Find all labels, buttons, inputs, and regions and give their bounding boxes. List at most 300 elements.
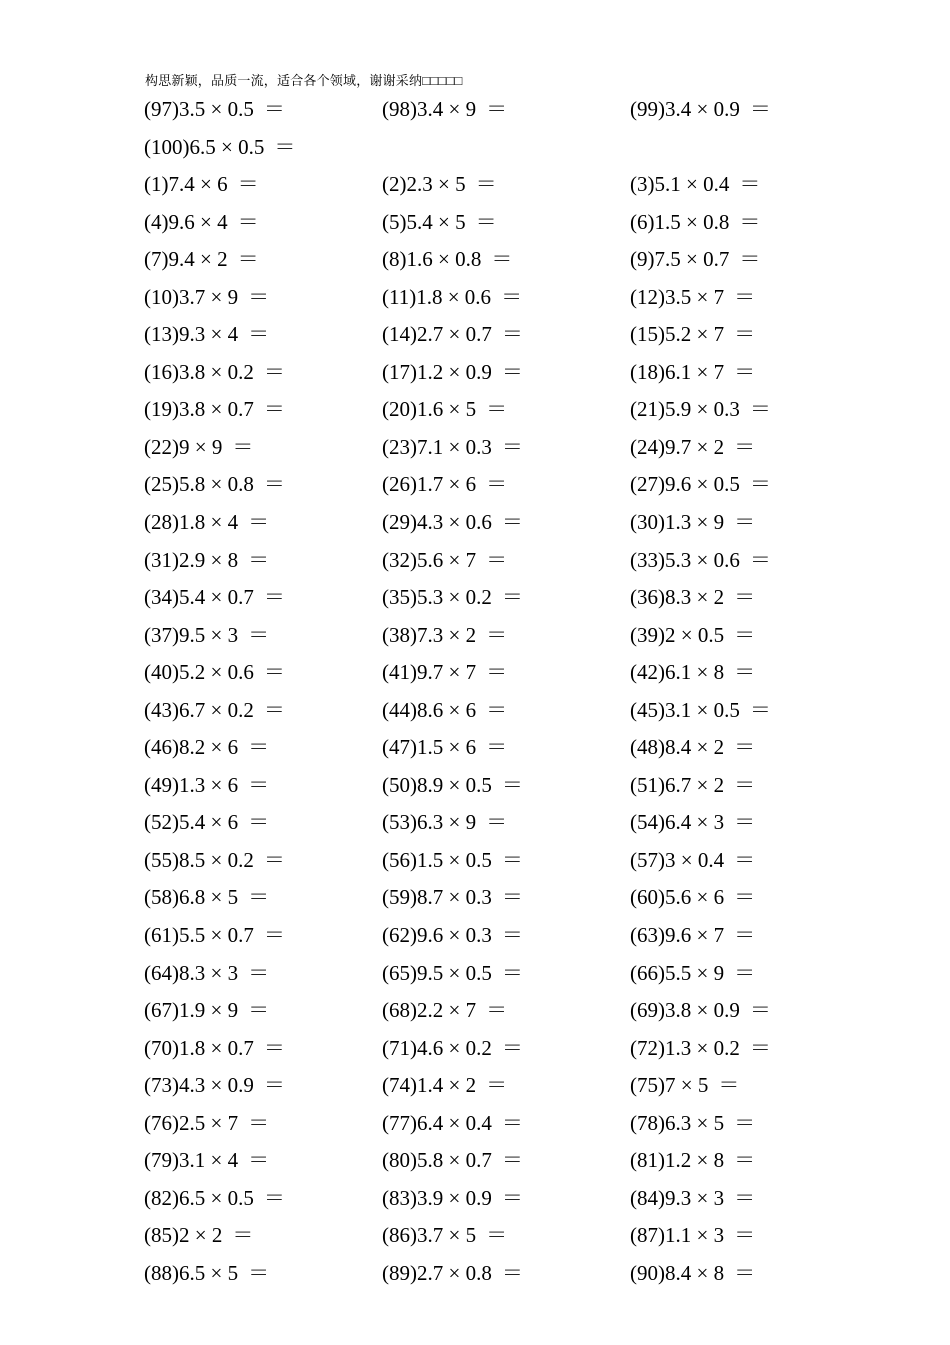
math-problem [144,504,269,541]
equals-sign: ＝ [486,998,508,1023]
equals-sign: ＝ [501,772,523,797]
problem-expression: 6.5 × 5 [179,1260,239,1285]
problem-number: (10) [144,284,179,309]
equals-sign: ＝ [501,1185,523,1210]
equals-sign: ＝ [739,209,761,234]
problem-expression: 6.1 × 8 [665,660,725,685]
math-problem [382,729,507,766]
problem-row [0,729,950,767]
math-problem [144,1105,269,1142]
math-problem [630,1030,771,1067]
math-problem [382,879,523,916]
problem-expression: 6.5 × 0.5 [189,134,265,159]
problem-number: (52) [144,810,179,835]
problem-number: (74) [382,1073,417,1098]
equals-sign: ＝ [734,1260,756,1285]
math-problem [382,654,507,691]
math-problem [630,354,755,391]
equals-sign: ＝ [248,547,270,572]
math-problem [144,992,269,1029]
equals-sign: ＝ [734,322,756,347]
math-problem [382,767,523,804]
problem-expression: 1.6 × 5 [417,397,477,422]
problem-expression: 3.4 × 9 [417,97,477,121]
equals-sign: ＝ [486,397,508,422]
math-problem [382,955,523,992]
math-problem [382,354,523,391]
problem-number: (78) [630,1110,665,1135]
problem-number: (20) [382,397,417,422]
math-problem [144,879,269,916]
equals-sign: ＝ [263,1073,285,1098]
math-problem [144,1030,285,1067]
problem-number: (71) [382,1035,417,1060]
equals-sign: ＝ [486,660,508,685]
problem-row [0,1030,950,1068]
equals-sign: ＝ [237,247,259,272]
equals-sign: ＝ [263,847,285,872]
problem-number: (19) [144,397,179,422]
problem-number: (58) [144,885,179,910]
problem-number: (43) [144,697,179,722]
problem-row [0,1217,950,1255]
problem-number: (66) [630,960,665,985]
problem-expression: 9.6 × 4 [168,209,228,234]
problem-expression: 8.3 × 3 [179,960,239,985]
problem-number: (87) [630,1223,665,1248]
problem-expression: 4.6 × 0.2 [417,1035,492,1060]
equals-sign: ＝ [734,735,756,760]
equals-sign: ＝ [274,134,296,159]
problem-row [0,1180,950,1218]
equals-sign: ＝ [734,359,756,384]
problem-number: (57) [630,847,665,872]
equals-sign: ＝ [248,622,270,647]
problem-expression: 9.6 × 0.3 [417,923,492,948]
problem-expression: 5.2 × 7 [665,322,725,347]
problem-number: (64) [144,960,179,985]
problem-row [0,166,950,204]
problem-number: (67) [144,998,179,1023]
equals-sign: ＝ [248,510,270,535]
problem-expression: 8.7 × 0.3 [417,885,492,910]
math-problem [630,729,755,766]
math-problem [382,316,523,353]
problem-number: (81) [630,1148,665,1173]
problem-row [0,241,950,279]
problem-number: (16) [144,359,179,384]
math-problem [144,729,269,766]
equals-sign: ＝ [718,1073,740,1098]
math-problem [144,316,269,353]
equals-sign: ＝ [248,284,270,309]
math-problem [382,504,523,541]
problem-expression: 5.4 × 0.7 [179,585,254,610]
problem-expression: 4.3 × 0.6 [417,510,492,535]
problem-number: (100) [144,134,190,159]
equals-sign: ＝ [263,359,285,384]
math-problem [630,429,755,466]
equals-sign: ＝ [263,697,285,722]
problem-row [0,1142,950,1180]
problem-number: (32) [382,547,417,572]
problem-expression: 2.5 × 7 [179,1110,239,1135]
problem-row [0,955,950,993]
problem-number: (60) [630,885,665,910]
math-problem [144,429,253,466]
problem-expression: 8.3 × 2 [665,585,725,610]
problem-expression: 6.1 × 7 [665,359,725,384]
math-problem [382,992,507,1029]
problem-number: (26) [382,472,417,497]
math-problem [630,879,755,916]
math-problem [144,241,259,278]
problem-number: (85) [144,1223,179,1248]
problem-row [0,917,950,955]
problem-number: (97) [144,97,179,121]
equals-sign: ＝ [248,322,270,347]
equals-sign: ＝ [486,1073,508,1098]
problem-number: (63) [630,923,665,948]
problem-row [0,692,950,730]
math-problem [630,542,771,579]
problem-number: (42) [630,660,665,685]
problem-expression: 1.3 × 9 [665,510,725,535]
problem-row [0,316,950,354]
math-problem [630,504,755,541]
equals-sign: ＝ [739,172,761,197]
problem-number: (77) [382,1110,417,1135]
equals-sign: ＝ [501,1148,523,1173]
math-problem [382,692,507,729]
equals-sign: ＝ [248,1148,270,1173]
problem-expression: 3.5 × 0.5 [179,97,254,121]
equals-sign: ＝ [501,284,523,309]
equals-sign: ＝ [248,1260,270,1285]
problem-expression: 2.9 × 8 [179,547,239,572]
problem-expression: 5.4 × 5 [406,209,466,234]
math-problem [382,279,522,316]
problem-expression: 8.9 × 0.5 [417,772,492,797]
problem-expression: 1.3 × 0.2 [665,1035,740,1060]
math-problem [144,1180,285,1217]
problem-row [0,1255,950,1293]
problem-number: (82) [144,1185,179,1210]
math-problem [382,917,523,954]
math-problem [144,466,285,503]
problem-row [0,842,950,880]
math-problem [382,166,497,203]
equals-sign: ＝ [734,1185,756,1210]
problem-expression: 3.8 × 0.7 [179,397,254,422]
equals-sign: ＝ [248,810,270,835]
math-problem [630,617,755,654]
equals-sign: ＝ [248,1110,270,1135]
problem-expression: 3.7 × 5 [417,1223,477,1248]
equals-sign: ＝ [749,97,771,121]
math-problem [630,391,771,428]
problem-expression: 1.5 × 0.5 [417,847,492,872]
problem-number: (24) [630,434,665,459]
equals-sign: ＝ [263,585,285,610]
problem-expression: 9.6 × 7 [665,923,725,948]
problem-expression: 9.3 × 4 [179,322,239,347]
math-problem [144,767,269,804]
equals-sign: ＝ [734,1148,756,1173]
problem-row [0,1067,950,1105]
problem-row [0,91,950,129]
problem-list [0,91,950,1293]
problem-number: (54) [630,810,665,835]
equals-sign: ＝ [734,510,756,535]
problem-number: (11) [382,284,417,309]
math-problem [144,955,269,992]
problem-expression: 3.5 × 7 [665,284,725,309]
equals-sign: ＝ [734,585,756,610]
problem-row [0,429,950,467]
problem-expression: 9 × 9 [179,434,223,459]
problem-number: (25) [144,472,179,497]
problem-expression: 6.3 × 5 [665,1110,725,1135]
problem-number: (65) [382,960,417,985]
problem-number: (83) [382,1185,417,1210]
problem-expression: 9.3 × 3 [665,1185,725,1210]
equals-sign: ＝ [739,247,761,272]
math-problem [630,1105,755,1142]
equals-sign: ＝ [501,1110,523,1135]
problem-expression: 7.3 × 2 [417,622,477,647]
equals-sign: ＝ [475,209,497,234]
problem-expression: 5.9 × 0.3 [665,397,740,422]
problem-number: (5) [382,209,407,234]
equals-sign: ＝ [734,284,756,309]
math-problem [144,692,285,729]
problem-number: (15) [630,322,665,347]
problem-number: (22) [144,434,179,459]
problem-row [0,879,950,917]
problem-number: (46) [144,735,179,760]
problem-number: (39) [630,622,665,647]
math-problem [144,91,285,128]
problem-expression: 5.8 × 0.8 [179,472,254,497]
problem-number: (37) [144,622,179,647]
math-problem [630,316,755,353]
problem-expression: 6.4 × 3 [665,810,725,835]
math-problem [382,1142,523,1179]
problem-number: (33) [630,547,665,572]
problem-row [0,354,950,392]
math-problem [382,1217,507,1254]
math-problem [630,992,771,1029]
equals-sign: ＝ [501,434,523,459]
problem-number: (9) [630,247,655,272]
math-problem [382,466,507,503]
problem-expression: 3.8 × 0.9 [665,998,740,1023]
problem-expression: 5.2 × 0.6 [179,660,254,685]
math-problem [630,1142,755,1179]
problem-number: (47) [382,735,417,760]
equals-sign: ＝ [263,1035,285,1060]
problem-expression: 7.1 × 0.3 [417,434,492,459]
problem-expression: 5.3 × 0.6 [665,547,740,572]
problem-number: (88) [144,1260,179,1285]
problem-number: (1) [144,172,169,197]
equals-sign: ＝ [263,660,285,685]
math-problem [144,1255,269,1292]
equals-sign: ＝ [734,434,756,459]
equals-sign: ＝ [248,960,270,985]
equals-sign: ＝ [734,1110,756,1135]
math-problem [630,654,755,691]
problem-number: (86) [382,1223,417,1248]
problem-number: (84) [630,1185,665,1210]
math-problem [630,1067,739,1104]
math-problem [144,842,285,879]
equals-sign: ＝ [486,810,508,835]
problem-row [0,204,950,242]
math-problem [144,204,259,241]
math-problem [630,917,755,954]
problem-expression: 6.7 × 0.2 [179,697,254,722]
problem-expression: 3.1 × 0.5 [665,697,740,722]
problem-number: (73) [144,1073,179,1098]
problem-number: (6) [630,209,655,234]
equals-sign: ＝ [501,923,523,948]
equals-sign: ＝ [486,697,508,722]
problem-number: (12) [630,284,665,309]
equals-sign: ＝ [734,923,756,948]
math-problem [630,1255,755,1292]
problem-number: (51) [630,772,665,797]
problem-number: (61) [144,923,179,948]
problem-number: (35) [382,585,417,610]
problem-row [0,654,950,692]
equals-sign: ＝ [749,998,771,1023]
problem-number: (53) [382,810,417,835]
math-problem [630,204,760,241]
math-problem [144,129,295,166]
equals-sign: ＝ [501,510,523,535]
problem-number: (55) [144,847,179,872]
equals-sign: ＝ [486,622,508,647]
problem-number: (90) [630,1260,665,1285]
equals-sign: ＝ [501,359,523,384]
math-problem [382,1067,507,1104]
math-problem [382,804,507,841]
problem-number: (27) [630,472,665,497]
problem-expression: 8.6 × 6 [417,697,477,722]
math-problem [630,466,771,503]
math-problem [382,579,523,616]
problem-expression: 3.9 × 0.9 [417,1185,492,1210]
math-problem [382,542,507,579]
problem-number: (89) [382,1260,417,1285]
problem-expression: 2.7 × 0.7 [417,322,492,347]
math-problem [382,842,523,879]
problem-number: (75) [630,1073,665,1098]
equals-sign: ＝ [263,1185,285,1210]
problem-expression: 5.3 × 0.2 [417,585,492,610]
problem-expression: 1.5 × 6 [417,735,477,760]
problem-number: (4) [144,209,169,234]
equals-sign: ＝ [486,1223,508,1248]
equals-sign: ＝ [501,322,523,347]
problem-expression: 5.6 × 6 [665,885,725,910]
math-problem [144,166,259,203]
equals-sign: ＝ [486,547,508,572]
math-problem [630,166,760,203]
problem-expression: 6.4 × 0.4 [417,1110,492,1135]
problem-expression: 9.7 × 7 [417,660,477,685]
math-problem [144,1067,285,1104]
problem-number: (80) [382,1148,417,1173]
problem-row [0,542,950,580]
problem-number: (2) [382,172,407,197]
equals-sign: ＝ [734,660,756,685]
math-problem [144,654,285,691]
math-problem [630,579,755,616]
equals-sign: ＝ [734,1223,756,1248]
problem-number: (59) [382,885,417,910]
problem-row [0,504,950,542]
math-problem [630,279,755,316]
problem-expression: 1.9 × 9 [179,998,239,1023]
problem-row [0,579,950,617]
math-problem [382,429,523,466]
equals-sign: ＝ [263,472,285,497]
problem-expression: 5.5 × 9 [665,960,725,985]
problem-expression: 9.5 × 0.5 [417,960,492,985]
problem-expression: 3.8 × 0.2 [179,359,254,384]
equals-sign: ＝ [232,434,254,459]
problem-number: (72) [630,1035,665,1060]
problem-expression: 1.7 × 6 [417,472,477,497]
equals-sign: ＝ [486,472,508,497]
equals-sign: ＝ [734,772,756,797]
problem-row [0,767,950,805]
problem-number: (99) [630,97,665,121]
problem-number: (70) [144,1035,179,1060]
problem-number: (31) [144,547,179,572]
problem-expression: 8.4 × 8 [665,1260,725,1285]
math-problem [144,917,285,954]
math-problem [144,279,269,316]
problem-expression: 2.2 × 7 [417,998,477,1023]
problem-expression: 1.1 × 3 [665,1223,725,1248]
problem-expression: 4.3 × 0.9 [179,1073,254,1098]
problem-expression: 1.2 × 8 [665,1148,725,1173]
problem-number: (45) [630,697,665,722]
problem-number: (69) [630,998,665,1023]
math-problem [630,692,771,729]
header-note: 构思新颖，品质一流，适合各个领域，谢谢采纳□□□□□ [145,73,463,88]
equals-sign: ＝ [734,885,756,910]
equals-sign: ＝ [749,397,771,422]
problem-number: (36) [630,585,665,610]
math-problem [144,579,285,616]
problem-row [0,992,950,1030]
equals-sign: ＝ [501,1035,523,1060]
problem-number: (44) [382,697,417,722]
equals-sign: ＝ [237,209,259,234]
math-problem [630,767,755,804]
math-problem [382,1105,523,1142]
problem-row [0,129,950,167]
problem-expression: 5.1 × 0.4 [654,172,730,197]
equals-sign: ＝ [501,1260,523,1285]
problem-expression: 2 × 2 [179,1223,223,1248]
math-problem [630,1217,755,1254]
